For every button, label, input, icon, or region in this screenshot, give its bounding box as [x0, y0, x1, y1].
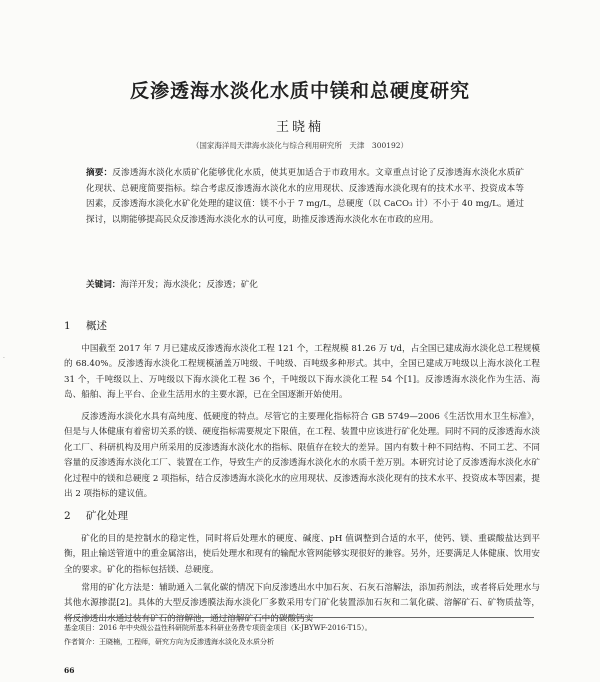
abstract	[86, 166, 524, 228]
section-heading-1	[64, 318, 107, 333]
author-name: 王晓楠	[275, 120, 324, 135]
section-number: 1	[64, 320, 71, 332]
section-1-paragraph-1: 中国截至 2017 年 7 月已建成反渗透海水淡化工程 121 个，工程规模 81.26 万 t/d，占全国已建成海水淡化总工程规模的 68.40%。反渗透海水淡化工程规模涵盖万吨级、千吨级、百吨级多种形式。其中，全国已建成万吨级以上海水淡化工程 31 个，千吨级以上、万吨级以下海水淡化工程 36 个，千吨级以下海水淡化工程 54 个[1]。反渗透海水淡化作为生活、海岛、船舶、海上平台、企业生活用水的主要水源，已在全国逐渐开始使用。	[64, 344, 540, 401]
keywords-label: 关键词：	[86, 280, 121, 290]
abstract-text: 反渗透海水淡化水质矿化能够优化水质，使其更加适合于市政用水。文章重点讨论了反渗透海水淡化水质矿化现状、总硬度简要指标。综合考虑反渗透海水淡化水的应用现状、反渗透海水淡化现有的技术水平、投资成本等因素，反渗透海水淡化水矿化处理的建议值：镁不小于 7 mg/L，总硬度（以 CaCO₃ 计）不小于 40 mg/L。通过探讨，以期能够提高民众反渗透海水淡化水的认可度，助推反渗透海水淡化水在市政的应用。	[86, 168, 524, 225]
paper-title: 反渗透海水淡化水质中镁和总硬度研究	[129, 80, 470, 102]
footnote-funding: 基金项目：2016 年中央级公益性科研院所基本科研业务费专项资金项目（K-JBYWF-2016-T15）。	[64, 624, 372, 632]
keywords-text: 海洋开发；海水淡化；反渗透；矿化	[120, 280, 258, 290]
section-2-paragraph-1: 矿化的目的是控制水的稳定性，同时将后处理水的硬度、碱度、pH 值调整到合适的水平，使钙、镁、重碳酸盐达到平衡，阻止输送管道中的重金属溶出，使后处理水和现有的输配水管网能够实现很好的兼容。另外，还要满足人体健康、饮用安全的要求。矿化的指标包括镁、总硬度。	[64, 534, 540, 575]
abstract-label: 摘要：	[86, 168, 113, 178]
section-title: 矿化处理	[86, 510, 128, 522]
keywords	[86, 278, 524, 290]
footnote-author-bio: 作者简介：王晓楠，工程师，研究方向为反渗透海水淡化及水质分析	[64, 638, 274, 646]
section-2-paragraph-2: 常用的矿化方法是：辅助通入二氧化碳的情况下向反渗透出水中加石灰、石灰石溶解法，添加药剂法，或者将后处理水与其他水源掺混[2]。具体的大型反渗透膜法海水淡化厂多数采用专门矿化装置添加石灰和二氧化碳、溶解矿石、矿物质盐等，将反渗透出水通过装有矿石的溶解池，通过溶解矿石中的碳酸钙实	[64, 583, 540, 624]
section-heading-2	[64, 508, 128, 523]
section-number: 2	[64, 510, 71, 522]
footnote-divider	[64, 617, 534, 618]
section-title: 概述	[86, 320, 107, 332]
margin-mark: ·	[3, 355, 5, 362]
author-affiliation: （国家海洋局天津海水淡化与综合利用研究所 天津 300192）	[191, 141, 409, 150]
section-1-paragraph-2: 反渗透海水淡化水具有高纯度、低硬度的特点。尽管它的主要理化指标符合 GB 5749—2006《生活饮用水卫生标准》，但是与人体健康有着密切关系的镁、硬度指标需要规定下限值，在工程、装置中应该进行矿化处理。同时不同的反渗透海水淡化工厂、科研机构及用户所采用的反渗透海水淡化水的指标、限值存在较大的差异。国内有数十种不同结构、不同工艺、不同容量的反渗透海水淡化工厂、装置在工作，导致生产的反渗透海水淡化水的水质千差万别。本研究讨论了反渗透海水淡化水矿化过程中的镁和总硬度 2 项指标，结合反渗透海水淡化水的应用现状、反渗透海水淡化现有的技术水平、投资成本等因素，提出 2 项指标的建议值。	[64, 412, 540, 500]
page-number: 66	[64, 666, 75, 675]
